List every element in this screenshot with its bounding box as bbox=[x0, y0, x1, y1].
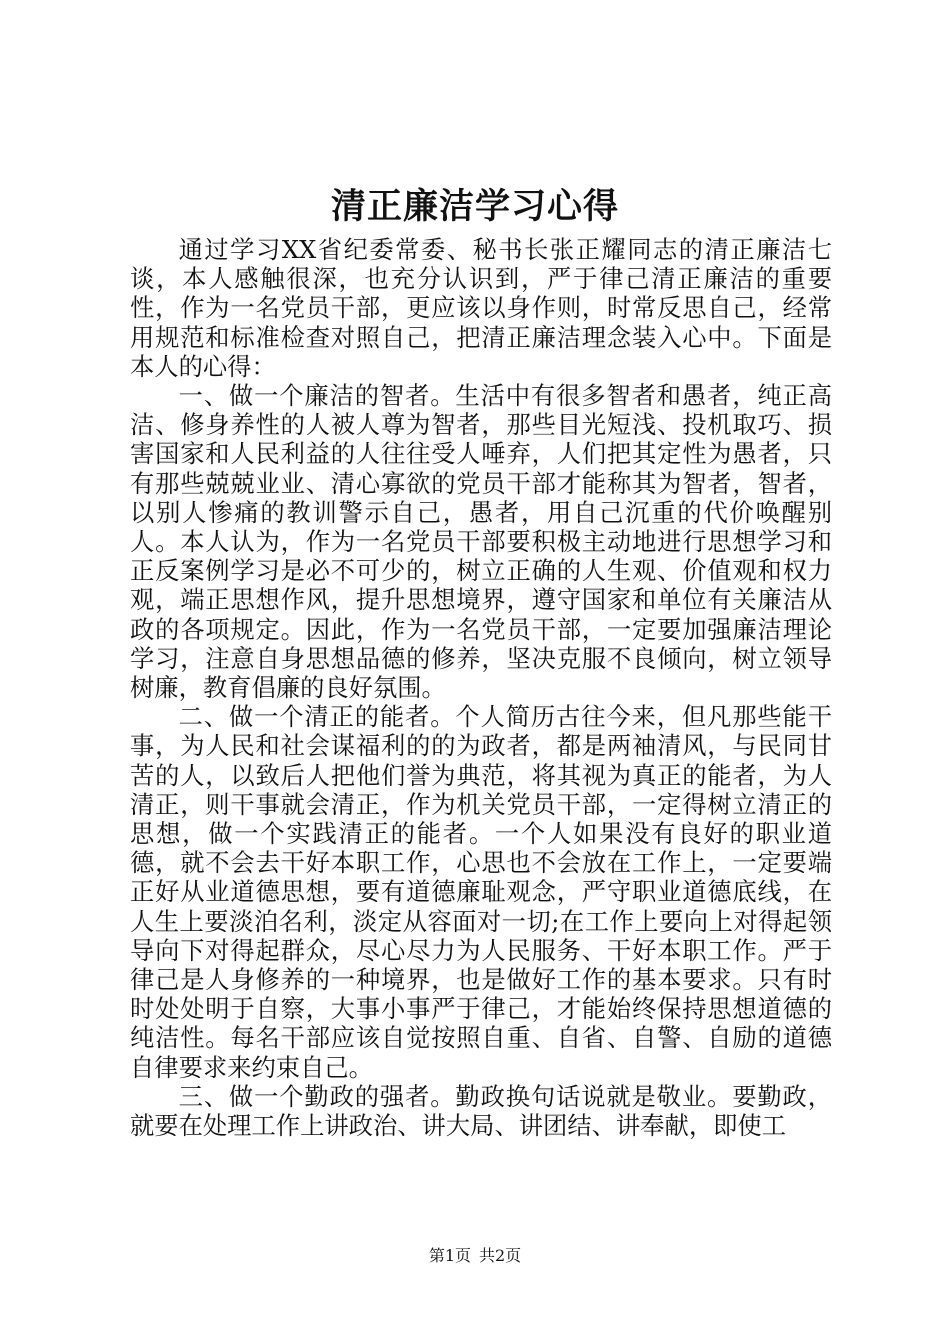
paragraph-section-2: 二、做一个清正的能者。个人简历古往今来，但凡那些能干事，为人民和社会谋福利的的为政者，都是两袖清风，与民同甘苦的人，以致后人把他们誉为典范，将其视为真正的能者，为人清正，则干事就会清正，作为机关党员干部，一定得树立清正的思想，做一个实践清正的能者。一个人如果没有良好的职业道德，就不会去干好本职工作，心思也不会放在工作上，一定要端正好从业道德思想，要有道德廉耻观念，严守职业道德底线，在人生上要淡泊名利，淡定从容面对一切;在工作上要向上对得起领导向下对得起群众，尽心尽力为人民服务、干好本职工作。严于律己是人身修养的一种境界，也是做好工作的基本要求。只有时时处处明于自察，大事小事严于律己，才能始终保持思想道德的纯洁性。每名干部应该自觉按照自重、自省、自警、自励的道德自律要求来约束自己。 bbox=[130, 702, 832, 1082]
paragraph-section-1: 一、做一个廉洁的智者。生活中有很多智者和愚者，纯正高洁、修身养性的人被人尊为智者，那些目光短浅、投机取巧、损害国家和人民利益的人往往受人唾弃，人们把其定性为愚者，只有那些兢兢业业、清心寡欲的党员干部才能称其为智者，智者，以别人惨痛的教训警示自己，愚者，用自己沉重的代价唤醒别人。本人认为，作为一名党员干部要积极主动地进行思想学习和正反案例学习是必不可少的，树立正确的人生观、价值观和权力观，端正思想作风，提升思想境界，遵守国家和单位有关廉洁从政的各项规定。因此，作为一名党员干部，一定要加强廉洁理论学习，注意自身思想品德的修养，坚决克服不良倾向，树立领导树廉，教育倡廉的良好氛围。 bbox=[130, 381, 832, 703]
paragraph-intro: 通过学习XX省纪委常委、秘书长张正耀同志的清正廉洁七谈，本人感触很深，也充分认识到，严于律己清正廉洁的重要性，作为一名党员干部，更应该以身作则，时常反思自己，经常用规范和标准检查对照自己，把清正廉洁理念装入心中。下面是本人的心得： bbox=[130, 235, 832, 381]
document-body bbox=[130, 235, 832, 1140]
page-number-total: 共2页 bbox=[479, 1246, 522, 1265]
page-footer bbox=[0, 1246, 950, 1266]
document-title: 清正廉洁学习心得 bbox=[330, 186, 619, 227]
paragraph-section-3: 三、做一个勤政的强者。勤政换句话说就是敬业。要勤政，就要在处理工作上讲政治、讲大局、讲团结、讲奉献，即使工 bbox=[130, 1081, 832, 1141]
page-number-current: 第1页 bbox=[428, 1246, 471, 1265]
